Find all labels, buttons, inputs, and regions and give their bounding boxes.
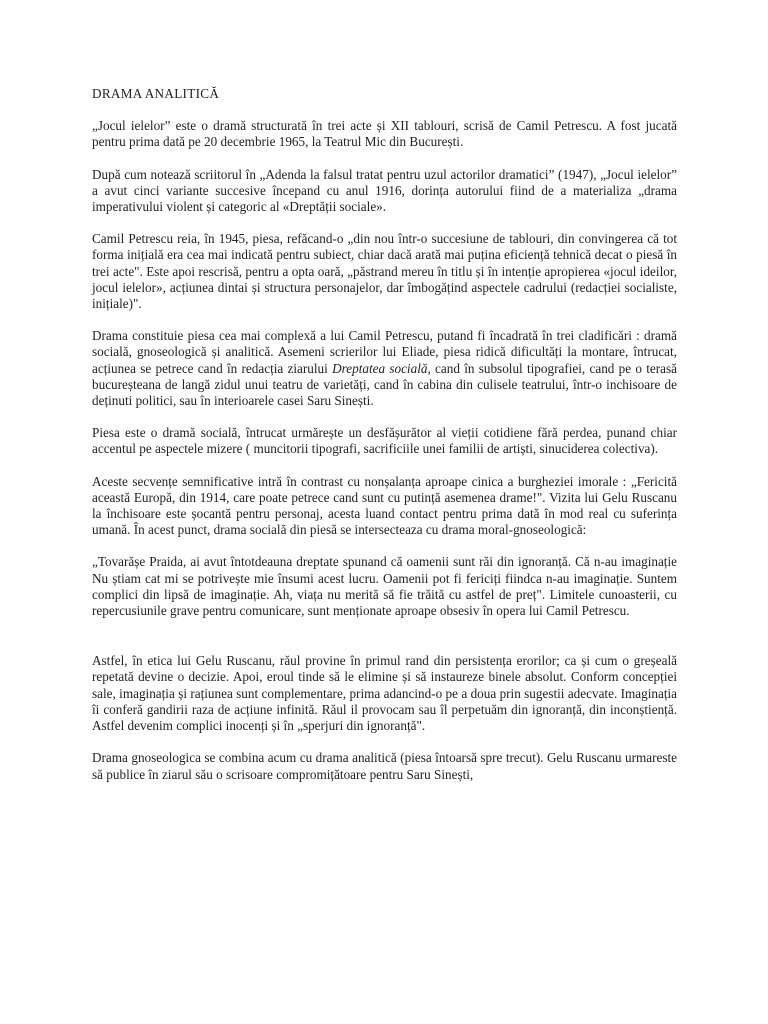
paragraph-complexa-text-end: , cand în subsolul tipografiei, cand pe o terasă bucureșteana de langă zidul unui teatru de varietăți, cand în cabina din culisele teatrului, într-o inchisoare de deținuti politici, sau în interioarele casei Saru Sinești.	[92, 360, 678, 409]
paragraph-complexa	[92, 328, 677, 409]
document-title: DRAMA ANALITICĂ	[92, 86, 220, 101]
paragraph-gnoseologica: Drama gnoseologica se combina acum cu drama analitică (piesa întoarsă spre trecut). Gelu Ruscanu urmareste să publice în ziarul său o scrisoare compromițătoare pentru Saru Sinești,	[92, 750, 677, 782]
document-page	[92, 86, 677, 799]
paragraph-citat-praida: „Tovarășe Praida, ai avut întotdeauna dreptate spunand că oamenii sunt răi din ignoranță. Că n-au imaginație Nu știam cat mi se potrivește mie însumi acest lucru. Oamenii pot fi fericiți fiindca n-au imaginație. Suntem complici din lipsă de imaginație. Ah, viața nu merită să fie trăită cu astfel de preț". Limitele cunoasterii, cu repercusiunile grave pentru comunicare, sunt menționate aproape obsesiv în opera lui Camil Petrescu.	[92, 554, 677, 619]
paragraph-complexa-text-start: Drama constituie piesa cea mai complexă a lui Camil Petrescu, putand fi încadrată în trei cladificări : dramă socială, gnoseologică și analitică. Asemeni scrierilor lui Eliade, piesa ridică dificultăți la montare, întrucat, acțiunea se petrece cand în redacția ziarului	[92, 328, 677, 376]
paragraph-intro: „Jocul ielelor” este o dramă structurată în trei acte și XII tablouri, scrisă de Camil Petrescu. A fost jucată pentru prima dată pe 20 decembrie 1965, la Teatrul Mic din București.	[92, 118, 677, 150]
paragraph-adenda: După cum notează scriitorul în „Adenda la falsul tratat pentru uzul actorilor dramatici” (1947), „Jocul ielelor” a avut cinci variante succesive începand cu anul 1916, dorința autorului fiind de a materializa „drama imperativului violent și categoric al «Dreptății sociale».	[92, 166, 677, 215]
paragraph-etica: Astfel, în etica lui Gelu Ruscanu, răul provine în primul rand din persistența erorilor; ca și cum o greșeală repetată devine o decizie. Apoi, eroul tinde să le elimine și să instaureze binele absolut. Conform concepției sale, imaginația și rațiunea sunt complementare, prima adancind-o pe a doua prin sugestii adecvate. Imaginația îi conferă gandirii raza de acțiune infinită. Răul il provocam sau îl perpetuăm din ignoranță, din inconștiență. Astfel devenim complici inocenți și în „sperjuri din ignoranță".	[92, 653, 677, 734]
paragraph-sociala: Piesa este o dramă socială, întrucat urmărește un desfășurător al vieții cotidiene fără perdea, punand chiar accentul pe aspectele mizere ( muncitorii tipografi, sacrificiile unei familii de artiști, sinuciderea colectiva).	[92, 425, 677, 457]
paragraph-secvente: Aceste secvențe semnificative intră în contrast cu nonșalanța aproape cinica a burgheziei imorale : „Fericită această Europă, din 1914, care poate petrece cand sunt cu putință asemenea drame!". Vizita lui Gelu Ruscanu la închisoare este șocantă pentru personaj, acesta luand contact pentru prima dată în mod real cu suferința umană. În acest punct, drama socială din piesă se intersecteaza cu drama moral-gnoseologică:	[92, 473, 677, 538]
newspaper-title: Dreptatea socială	[332, 360, 428, 376]
paragraph-reia: Camil Petrescu reia, în 1945, piesa, refăcand-o „din nou într-o succesiune de tablouri, din convingerea că tot forma inițială era cea mai indicată pentru subiect, chiar dacă arată mai puțina eficiență tehnică decat o piesă în trei acte". Este apoi rescrisă, pentru a opta oară, „păstrand mereu în titlu și în intenție apropierea «jocul ideilor, jocul ielelor», acțiunea dintai și structura personajelor, dar îmbogățind aspectele cadrului (redacției socialiste, inițiale)".	[92, 231, 677, 312]
